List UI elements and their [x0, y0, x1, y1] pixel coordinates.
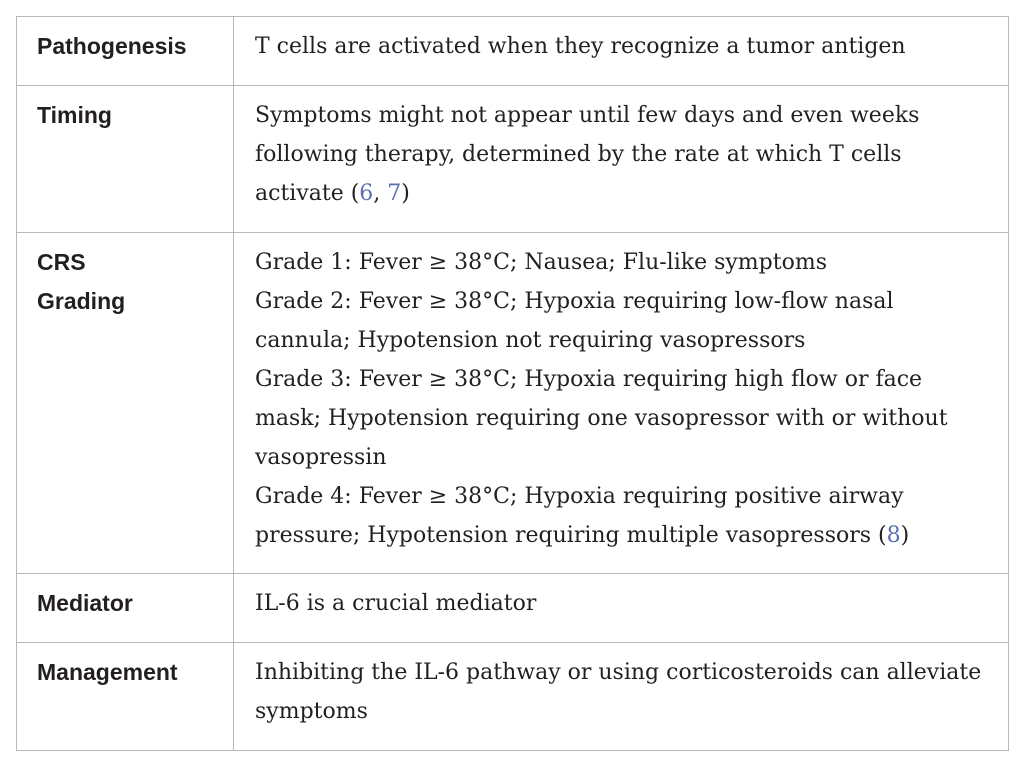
table-row-timing: [17, 86, 1009, 233]
row-value-cell: [234, 643, 1009, 751]
table-row-mediator: [17, 574, 1009, 643]
row-label-cell: [17, 643, 234, 751]
row-label-line2: Grading: [37, 288, 126, 314]
grade-4-text: [255, 477, 992, 555]
row-value: T cells are activated when they recognize a tumor antigen: [255, 34, 906, 59]
row-label: [37, 243, 233, 321]
row-label: Management: [37, 659, 178, 685]
reference-separator: ,: [373, 181, 388, 206]
crs-summary-table: [16, 16, 1009, 751]
row-value: Inhibiting the IL-6 pathway or using corticosteroids can alleviate symptoms: [255, 660, 982, 724]
grade-4-suffix: ): [900, 523, 910, 548]
table-row-management: [17, 643, 1009, 751]
row-label-cell: [17, 17, 234, 86]
row-value-text: Symptoms might not appear until few days and even weeks following therapy, determined by the rate at which T cells activate (: [255, 103, 920, 206]
table-row-pathogenesis: [17, 17, 1009, 86]
row-value: IL-6 is a crucial mediator: [255, 591, 537, 616]
row-label: Timing: [37, 102, 112, 128]
grade-1-text: Grade 1: Fever ≥ 38°C; Nausea; Flu-like symptoms: [255, 250, 827, 275]
reference-link-7[interactable]: 7: [387, 181, 402, 206]
row-label-cell: [17, 233, 234, 574]
row-value-cell: [234, 86, 1009, 233]
crs-summary-table-container: [16, 16, 1009, 751]
row-label: Mediator: [37, 590, 133, 616]
row-value-cell: [234, 574, 1009, 643]
row-label-line1: CRS: [37, 249, 86, 275]
grade-2-text: Grade 2: Fever ≥ 38°C; Hypoxia requiring low-flow nasal cannula; Hypotension not requiring vasopressors: [255, 289, 894, 353]
reference-link-6[interactable]: 6: [359, 181, 374, 206]
reference-link-8[interactable]: 8: [886, 523, 901, 548]
row-value-cell: [234, 233, 1009, 574]
row-label-cell: [17, 86, 234, 233]
row-value-suffix: ): [401, 181, 410, 206]
grade-3-text: Grade 3: Fever ≥ 38°C; Hypoxia requiring high flow or face mask; Hypotension requiring one vasopressor with or without vasopressin: [255, 367, 948, 470]
table-row-crs-grading: [17, 233, 1009, 574]
row-value-cell: [234, 17, 1009, 86]
grade-4-prefix: Grade 4: Fever ≥ 38°C; Hypoxia requiring positive airway pressure; Hypotension requiring multiple vasopressors (: [255, 484, 904, 548]
row-label: Pathogenesis: [37, 33, 187, 59]
row-label-cell: [17, 574, 234, 643]
